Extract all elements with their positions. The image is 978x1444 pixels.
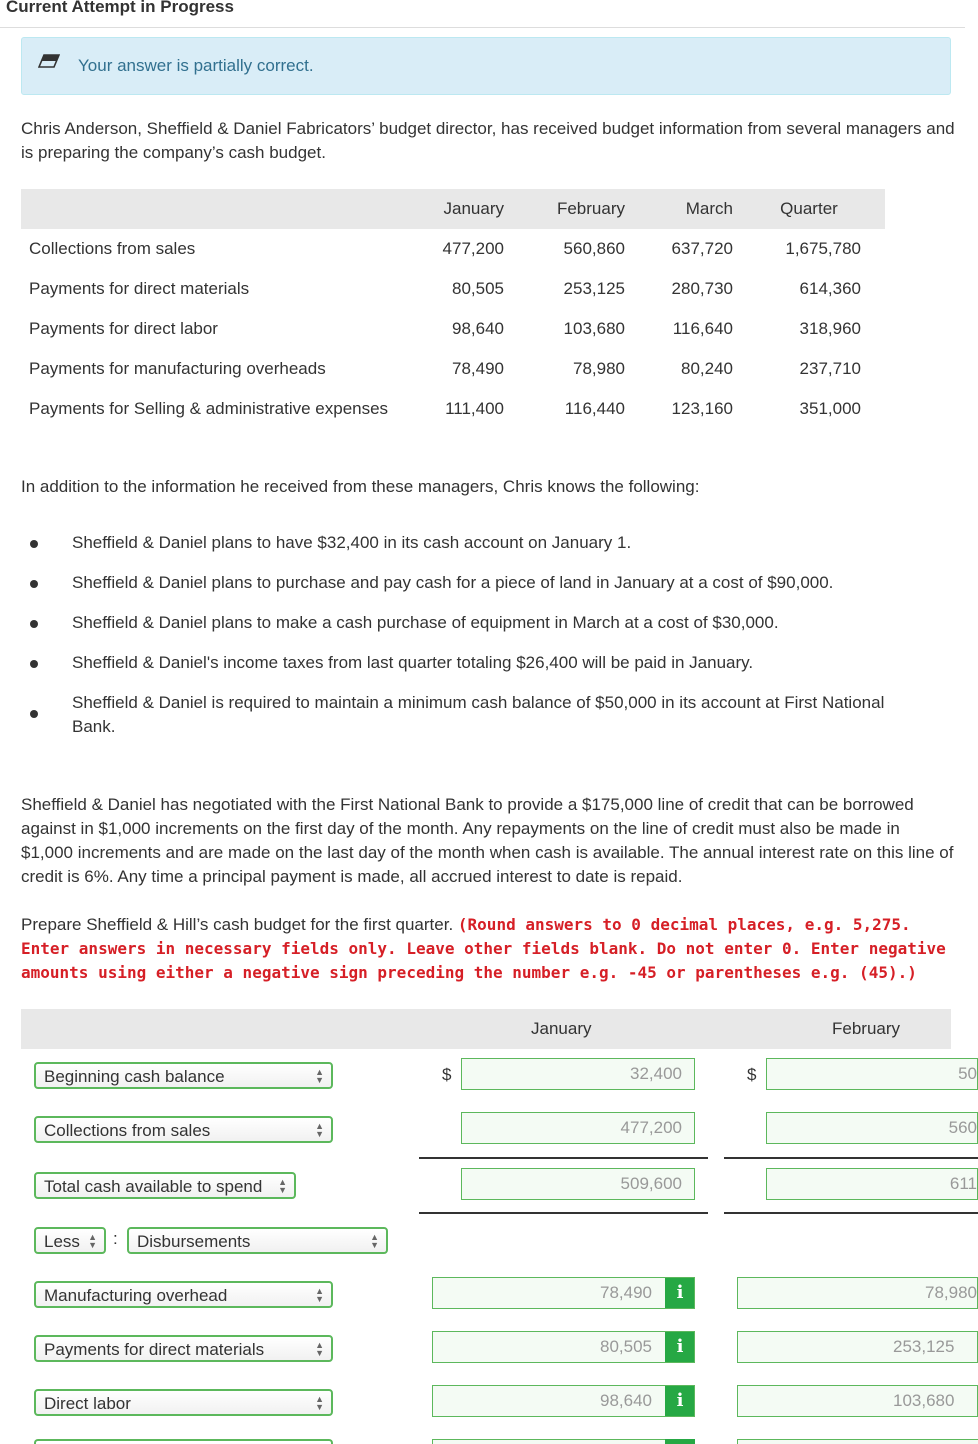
intro-paragraph: Chris Anderson, Sheffield & Daniel Fabricators’ budget director, has received budget information from several managers and is preparing the company’s cash budget. — [21, 119, 955, 162]
row-label: Payments for manufacturing overheads — [29, 359, 326, 378]
info-icon[interactable]: i — [665, 1277, 695, 1309]
total-cash-available-select[interactable]: Total cash available to spend ▲ ▼ — [34, 1172, 296, 1199]
header-blank — [21, 189, 430, 229]
instruction-text — [21, 913, 956, 985]
feb-direct-materials-input[interactable]: 253,125 — [737, 1331, 978, 1363]
subtotal-rule — [724, 1157, 978, 1159]
table-row — [21, 269, 885, 309]
table-row — [21, 349, 885, 389]
instruction-rounding-note: (Round answers to 0 decimal places, e.g. 5,275. Enter answers in necessary fields only. Leave other fields blank. Do not enter 0. Enter negative amounts using either a negative sign preceding the number e.g. -45 or parentheses e.g. (45).) — [21, 915, 946, 982]
bullet-icon — [30, 710, 38, 718]
cell-value: 477,200 — [442, 239, 504, 258]
grid-col-january: January — [531, 1019, 592, 1038]
feb-manufacturing-overhead-input[interactable]: 78,980 — [737, 1277, 978, 1309]
jan-collections-input[interactable]: 477,200 — [461, 1112, 695, 1144]
disbursements-select[interactable]: Disbursements ▲ ▼ — [127, 1227, 388, 1254]
bullet-item: Sheffield & Daniel is required to maintain a minimum cash balance of $50,000 in its account at First National Bank. — [72, 693, 885, 736]
cell-value: 1,675,780 — [785, 239, 861, 258]
jan-total-cash-input[interactable]: 509,600 — [461, 1168, 695, 1200]
next-row-feb-input[interactable] — [737, 1439, 978, 1444]
col-january: January — [430, 189, 504, 229]
page-header: Current Attempt in Progress — [6, 0, 234, 16]
currency-symbol: $ — [747, 1065, 757, 1084]
select-arrows-icon: ▲ ▼ — [315, 1340, 324, 1358]
cell-value: 80,240 — [681, 359, 733, 378]
cell-value: 111,400 — [445, 399, 504, 418]
bullet-icon — [30, 620, 38, 628]
select-arrows-icon: ▲ ▼ — [315, 1394, 324, 1412]
row-label: Payments for direct materials — [29, 279, 250, 298]
bullet-item: Sheffield & Daniel plans to have $32,400 in its cash account on January 1. — [72, 533, 632, 552]
cell-value: 614,360 — [799, 279, 861, 298]
cell-value: 80,505 — [452, 279, 504, 298]
beginning-cash-select[interactable]: Beginning cash balance ▲ ▼ — [34, 1062, 333, 1089]
cell-value: 116,440 — [564, 399, 625, 418]
col-february: February — [504, 189, 625, 229]
bullet-icon — [30, 580, 38, 588]
pencil-icon — [38, 54, 60, 68]
info-icon[interactable]: i — [665, 1331, 695, 1363]
bullet-item: Sheffield & Daniel plans to make a cash purchase of equipment in March at a cost of $30,000. — [72, 613, 779, 632]
colon-separator: : — [113, 1229, 118, 1248]
collections-select[interactable]: Collections from sales ▲ ▼ — [34, 1116, 333, 1143]
cell-value: 237,710 — [799, 359, 861, 378]
cell-value: 351,000 — [799, 399, 861, 418]
cell-value: 560,860 — [563, 239, 625, 258]
select-arrows-icon: ▲ ▼ — [315, 1121, 324, 1139]
cell-value: 78,980 — [573, 359, 625, 378]
select-arrows-icon: ▲ ▼ — [88, 1232, 97, 1250]
subtotal-rule — [419, 1157, 708, 1159]
cell-value: 78,490 — [452, 359, 504, 378]
table-row — [21, 309, 885, 349]
cell-value: 280,730 — [671, 279, 733, 298]
select-arrows-icon: ▲ ▼ — [370, 1232, 379, 1250]
cell-value: 253,125 — [563, 279, 625, 298]
table-row — [21, 389, 885, 429]
jan-direct-labor-input[interactable]: 98,640 i — [432, 1385, 695, 1417]
next-row-info-icon[interactable] — [665, 1439, 695, 1444]
feb-beginning-cash-input[interactable]: 50 — [766, 1058, 978, 1090]
alert-message: Your answer is partially correct. — [78, 56, 314, 75]
cell-value: 98,640 — [452, 319, 504, 338]
direct-materials-select[interactable]: Payments for direct materials ▲ ▼ — [34, 1335, 333, 1362]
cell-value: 637,720 — [671, 239, 733, 258]
select-arrows-icon: ▲ ▼ — [278, 1177, 287, 1195]
feb-direct-labor-input[interactable]: 103,680 — [737, 1385, 978, 1417]
answer-grid-header — [21, 1009, 951, 1049]
next-row-jan-input[interactable] — [432, 1439, 695, 1444]
bullet-icon — [30, 540, 38, 548]
row-label: Payments for direct labor — [29, 319, 218, 338]
select-arrows-icon: ▲ ▼ — [315, 1286, 324, 1304]
header-divider — [0, 27, 965, 28]
col-march: March — [625, 189, 733, 229]
total-rule — [724, 1212, 978, 1214]
credit-line-paragraph: Sheffield & Daniel has negotiated with the First National Bank to provide a $175,000 line of credit that can be borrowed against in $1,000 increments on the first day of the month. Any repayments on the line of credit must also be made in $1,000 increments and are made on the last day of the month when cash is available. The annual interest rate on this line of credit is 6%. Any time a principal payment is made, all accrued interest to date is repaid. — [21, 795, 954, 886]
partial-correct-alert — [21, 37, 951, 95]
less-select[interactable]: Less ▲ ▼ — [34, 1227, 106, 1254]
col-quarter: Quarter — [733, 189, 885, 229]
row-label: Collections from sales — [29, 239, 196, 258]
cell-value: 116,640 — [672, 319, 733, 338]
bullet-item: Sheffield & Daniel plans to purchase and pay cash for a piece of land in January at a cost of $90,000. — [72, 573, 834, 592]
info-icon[interactable]: i — [665, 1385, 695, 1417]
jan-direct-materials-input[interactable]: 80,505 i — [432, 1331, 695, 1363]
bullet-item: Sheffield & Daniel's income taxes from last quarter totaling $26,400 will be paid in January. — [72, 653, 754, 672]
table-row — [21, 229, 885, 269]
instruction-lead: Prepare Sheffield & Hill’s cash budget for the first quarter. — [21, 915, 454, 934]
jan-beginning-cash-input[interactable]: 32,400 — [461, 1058, 695, 1090]
manufacturing-overhead-select[interactable]: Manufacturing overhead ▲ ▼ — [34, 1281, 333, 1308]
select-arrows-icon: ▲ ▼ — [315, 1067, 324, 1085]
feb-collections-input[interactable]: 560 — [766, 1112, 978, 1144]
direct-labor-select[interactable]: Direct labor ▲ ▼ — [34, 1389, 333, 1416]
jan-manufacturing-overhead-input[interactable]: 78,490 i — [432, 1277, 695, 1309]
budget-table-header — [21, 189, 885, 229]
cell-value: 103,680 — [563, 319, 625, 338]
cell-value: 123,160 — [671, 399, 733, 418]
grid-col-february: February — [832, 1019, 901, 1038]
next-row-select[interactable] — [34, 1439, 333, 1444]
bullet-icon — [30, 660, 38, 668]
currency-symbol: $ — [442, 1065, 452, 1084]
row-label: Payments for Selling & administrative expenses — [29, 399, 389, 418]
budget-info-table — [21, 189, 885, 429]
cell-value: 318,960 — [799, 319, 861, 338]
feb-total-cash-input[interactable]: 611 — [766, 1168, 978, 1200]
additional-info-intro: In addition to the information he received from these managers, Chris knows the following: — [21, 477, 700, 496]
total-rule — [419, 1212, 708, 1214]
